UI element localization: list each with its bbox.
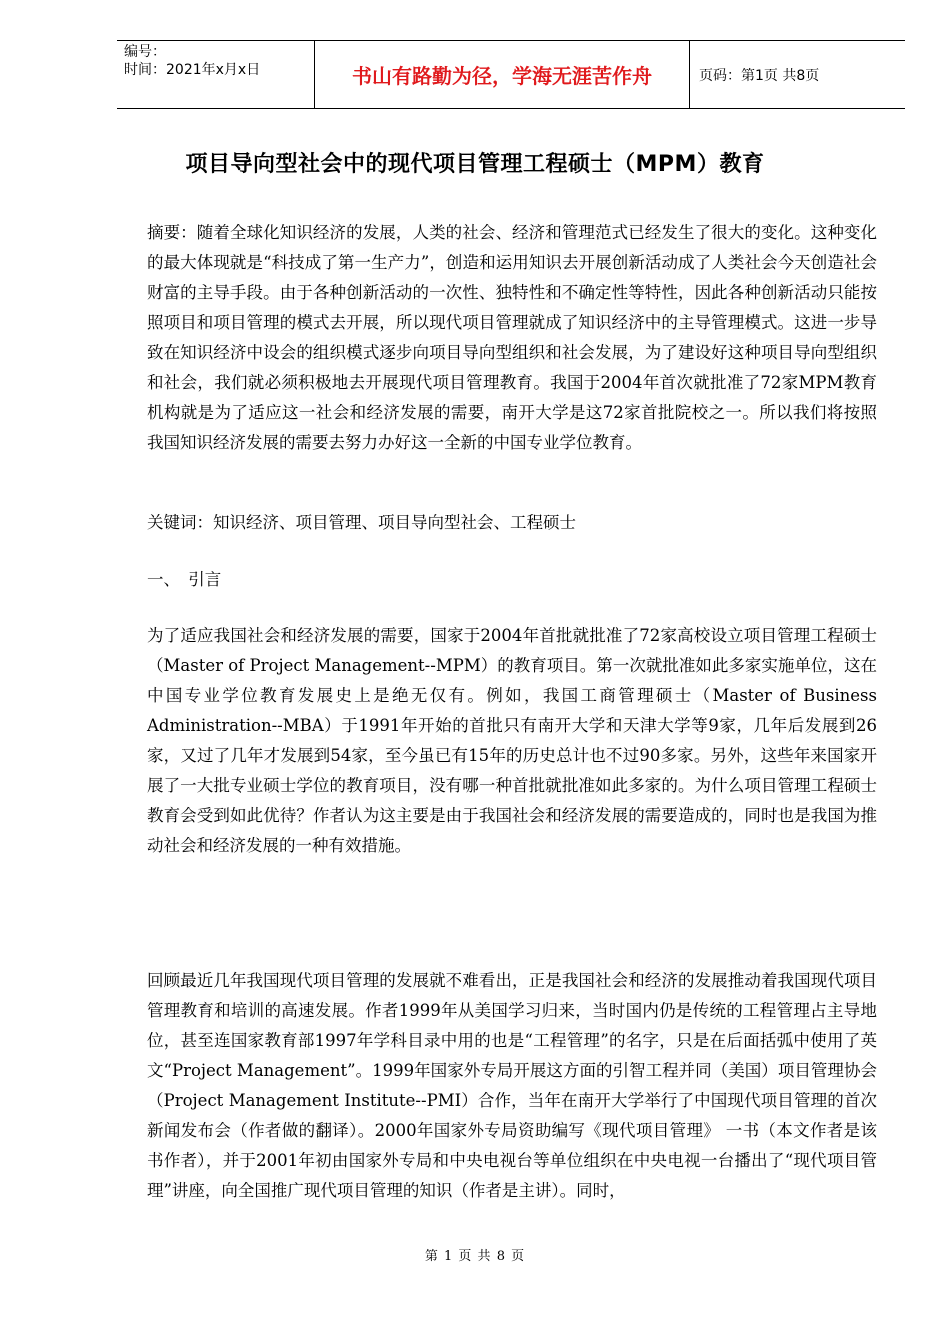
time-label: 时间：2021年x月x日 [124,62,261,78]
abstract-paragraph: 摘要：随着全球化知识经济的发展，人类的社会、经济和管理范式已经发生了很大的变化。这种变化的最大体现就是“科技成了第一生产力”，创造和运用知识去开展创新活动成了人类社会今天创造社会财富的主导手段。由于各种创新活动的一次性、独特性和不确定性等特性，因此各种创新活动只能按照项目和项目管理的模式去开展，所以现代项目管理就成了知识经济中的主导管理模式。这进一步导致在知识经济中设会的组织模式逐步向项目导向型组织和社会发展，为了建设好这种项目导向型组织和社会，我们就必须积极地去开展现代项目管理教育。我国于2004年首次就批准了72家MPM教育机构就是为了适应这一社会和经济发展的需要，南开大学是这72家首批院校之一。所以我们将按照我国知识经济发展的需要去努力办好这一全新的中国专业学位教育。 [147,223,877,452]
document-header [117,40,905,109]
intro-paragraph: 为了适应我国社会和经济发展的需要，国家于2004年首批就批准了72家高校设立项目管理工程硕士（Master of Project Management--MPM）的教育项目。第一次就批准如此多家实施单位，这在中国专业学位教育发展史上是绝无仅有。例如，我国工商管理硕士（Master of Business Administration--MBA）于1991年开始的首批只有南开大学和天津大学等9家，几年后发展到26家，又过了几年才发展到54家，至今虽已有15年的历史总计也不过90多家。另外，这些年来国家开展了一大批专业硕士学位的教育项目，没有哪一种首批就批准如此多家的。为什么项目管理工程硕士教育会受到如此优待？作者认为这主要是由于我国社会和经济发展的需要造成的，同时也是我国为推动社会和经济发展的一种有效措施。 [147,626,877,855]
section-heading: 一、 引言 [147,570,222,589]
header-page-label: 页码：第1页 共8页 [699,67,820,84]
review-paragraph: 回顾最近几年我国现代项目管理的发展就不难看出，正是我国社会和经济的发展推动着我国现代项目管理教育和培训的高速发展。作者1999年从美国学习归来，当时国内仍是传统的工程管理占主导地位，甚至连国家教育部1997年学科目录中用的也是“工程管理”的名字，只是在后面括弧中使用了英文“Project Management”。1999年国家外专局开展这方面的引智工程并同（美国）项目管理协会（Project Management Institute--PMI）合作，当年在南开大学举行了中国现代项目管理的首次新闻发布会（作者做的翻译）。2000年国家外专局资助编写《现代项目管理》 一书（本文作者是该书作者），并于2001年初由国家外专局和中央电视台等单位组织在中央电视一台播出了“现代项目管理”讲座，向全国推广现代项目管理的知识（作者是主讲）。同时， [147,971,877,1200]
number-label: 编号： [124,44,166,60]
page-footer: 第 1 页 共 8 页 [424,1249,526,1264]
document-title: 项目导向型社会中的现代项目管理工程硕士（MPM）教育 [185,152,765,177]
header-meta [117,41,315,108]
keywords-line: 关键词：知识经济、项目管理、项目导向型社会、工程硕士 [147,513,576,532]
header-motto: 书山有路勤为径，学海无涯苦作舟 [315,41,690,108]
